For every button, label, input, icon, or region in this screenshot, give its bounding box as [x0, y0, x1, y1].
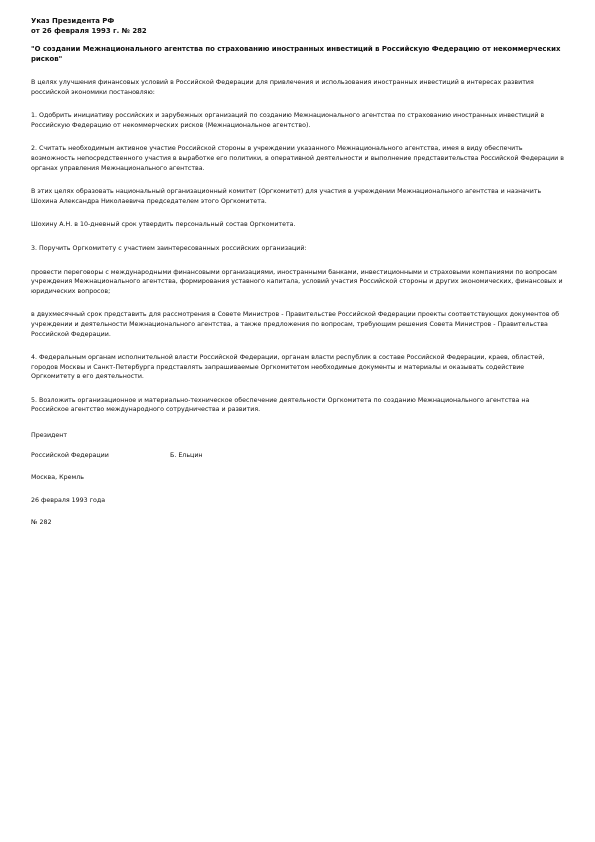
paragraph-3: 3. Поручить Оргкомитету с участием заинтересованных российских организаций: [31, 244, 307, 252]
document-page [31, 16, 567, 528]
paragraph-2: 2. Считать необходимым активное участие Российской стороны в учреждении указанного Межнационального агентства, имея в виду обеспечить возможность непосредственного участия в выработке его политики, в оперативной деятельности и выполнение представительства Российской Федерации в органах управления Межнационального агентства. [31, 145, 564, 172]
signature-position: Президент [31, 432, 68, 440]
intro-paragraph: В целях улучшения финансовых условий в Российской Федерации для привлечения и использования иностранных инвестиций в интересах развития российской экономики постановляю: [31, 79, 534, 96]
paragraph-2-orgcommittee: В этих целях образовать национальный организационный комитет (Оргкомитет) для участия в учреждении Межнационального агентства и назначить Шохина Александра Николаевича председателем этого Оргкомитета. [31, 188, 542, 205]
paragraph-5: 5. Возложить организационное и материально-техническое обеспечение деятельности Оргкомитета по созданию Межнационального агентства на Российское агентство международного сотрудничества и развития. [31, 396, 530, 414]
paragraph-3-documents: в двухмесячный срок представить для рассмотрения в Совете Министров - Правительстве Российской Федерации проекты соответствующих документов об учреждении и деятельности Межнационального агентства, а также предложения по вопросам, требующим решения Совета Министров - Правительства Российской Федерации. [31, 311, 560, 338]
signature-row [31, 451, 567, 461]
decree-number: № 282 [31, 519, 52, 527]
header-line-1: Указ Президента РФ [31, 17, 115, 25]
signature-position-line-2: Российской Федерации [31, 451, 109, 459]
paragraph-1: 1. Одобрить инициативу российских и зарубежных организаций по созданию Межнационального агентства по страхованию иностранных инвестиций в Российскую Федерацию от некоммерческих рисков (Межнациональное агентство). [31, 112, 545, 129]
signing-date: 26 февраля 1993 года [31, 496, 106, 504]
signatory-name: Б. Ельцин [170, 451, 203, 459]
paragraph-3-negotiations: провести переговоры с международными финансовыми организациями, иностранными банками, инвестиционными и страховыми компаниями по вопросам учреждения Межнационального агентства, формирования уставного капитала, условий участия Российской стороны и других экономических, финансовых и юридических вопросов; [31, 268, 563, 295]
header-line-2: от 26 февраля 1993 г. № 282 [31, 27, 147, 35]
document-title: "О создании Межнационального агентства по страхованию иностранных инвестиций в Российскую Федерацию от некоммерческих рисков" [31, 45, 561, 63]
paragraph-4: 4. Федеральным органам исполнительной власти Российской Федерации, органам власти республик в составе Российской Федерации, краев, областей, городов Москвы и Санкт-Петербурга представлять запрашиваемые Оргкомитетом необходимые документы и материалы и оказывать содействие Оргкомитету в его деятельности. [31, 354, 545, 381]
document-header [31, 16, 567, 36]
paragraph-2-shokhin: Шохину А.Н. в 10-дневный срок утвердить персональный состав Оргкомитета. [31, 221, 296, 229]
signing-place: Москва, Кремль [31, 474, 84, 482]
